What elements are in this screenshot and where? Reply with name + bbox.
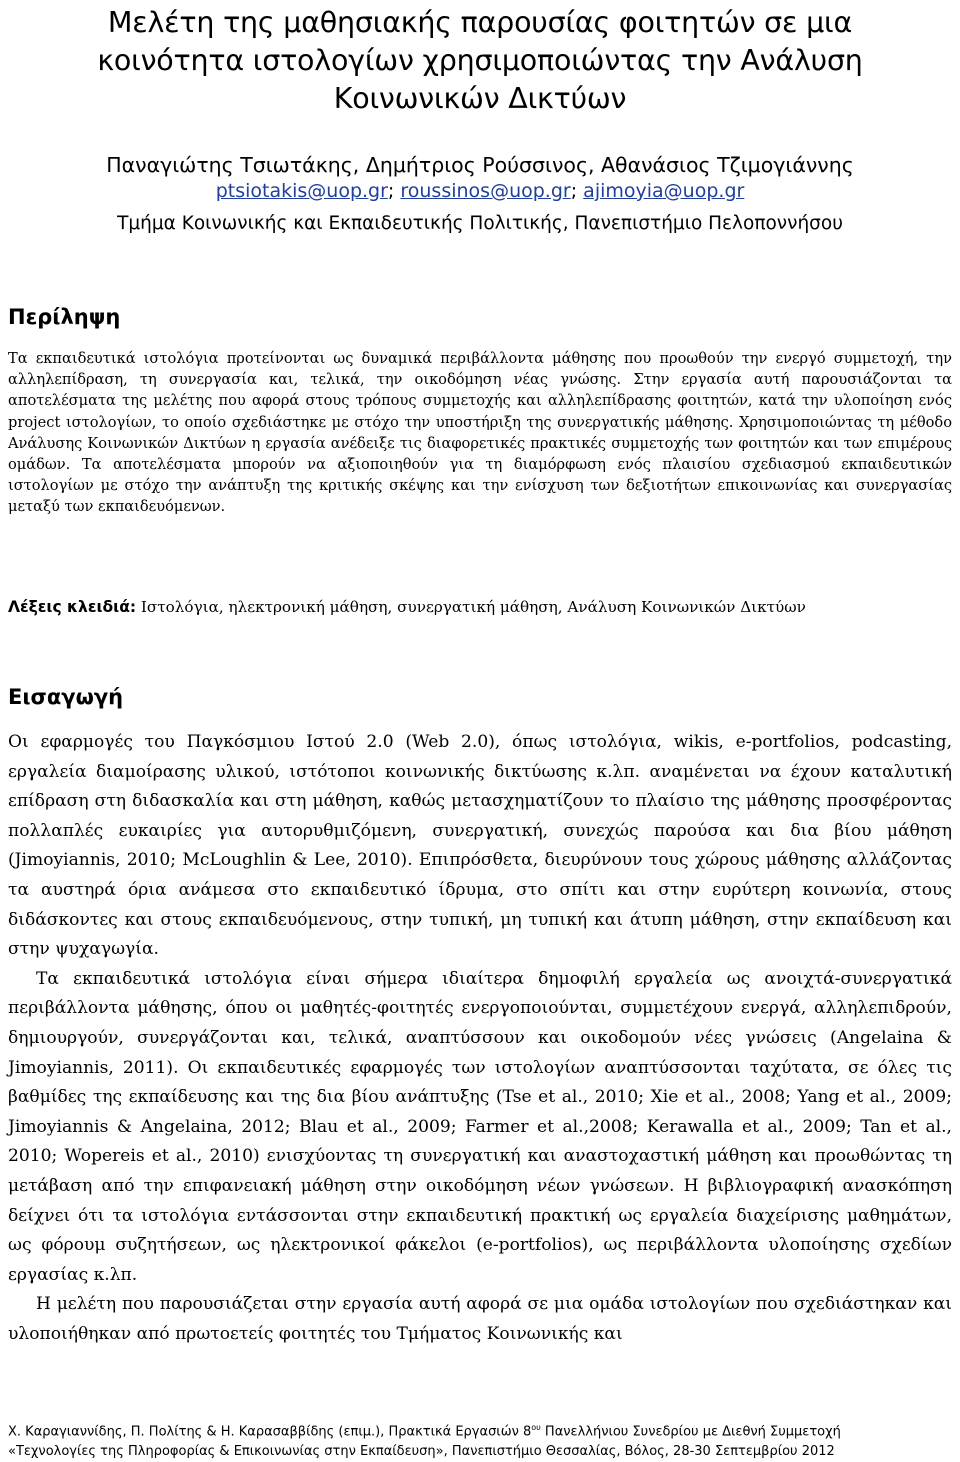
footer-conference: Πανελλήνιου Συνεδρίου με Διεθνή Συμμετοχή <box>540 1424 841 1440</box>
paragraph: Η μελέτη που παρουσιάζεται στην εργασία αυτή αφορά σε μια ομάδα ιστολογίων που σχεδιάστηκαν και υλοποιήθηκαν από πρωτοετείς φοιτητές του Τμήματος Κοινωνικής και <box>8 1294 952 1344</box>
keywords-text: Ιστολόγια, ηλεκτρονική μάθηση, συνεργατική μάθηση, Ανάλυση Κοινωνικών Δικτύων <box>140 598 806 616</box>
footer-line-2: «Τεχνολογίες της Πληροφορίας & Επικοινωνίας στην Εκπαίδευση», Πανεπιστήμιο Θεσσαλίας, Βόλος, 28-30 Σεπτεμβρίου 2012 <box>8 1444 835 1460</box>
keywords-label: Λέξεις κλειδιά: <box>8 598 137 616</box>
email-separator: ; <box>570 180 584 202</box>
abstract-heading: Περίληψη <box>8 305 121 329</box>
introduction-body <box>8 728 952 1349</box>
authors: Παναγιώτης Τσιωτάκης, Δημήτριος Ρούσσινος, Αθανάσιος Τζιμογιάννης <box>106 153 854 177</box>
paragraph: Τα εκπαιδευτικά ιστολόγια είναι σήμερα ιδιαίτερα δημοφιλή εργαλεία ως ανοιχτά-συνεργατικά περιβάλλοντα μάθησης, όπου οι μαθητές-φοιτητές ενεργοποιούνται, συμμετέχουν ενεργά, αλληλεπιδρούν, δημιουργούν, συνεργάζονται και, τελικά, αναπτύσσουν και οικοδομούν νέες γνώσεις (Angelaina & Jimoyiannis, 2011). Οι εκπαιδευτικές εφαρμογές των ιστολογίων αναπτύσσονται ταχύτατα, σε όλες τις βαθμίδες της εκπαίδευσης και της δια βίου ανάπτυξης (Tse et al., 2010; Xie et al., 2008; Yang et al., 2009; Jimoyiannis & Angelaina, 2012; Blau et al., 2009; Farmer et al.,2008; Kerawalla et al., 2009; Tan et al., 2010; Wopereis et al., 2010) ενισχύοντας τη συνεργατική και αναστοχαστική μάθηση και προωθώντας τη μετάβαση από την επιφανειακή μάθηση στην οικοδόμηση νέων γνώσεων. Η βιβλιογραφική ανασκόπηση δείχνει ότι τα ιστολόγια εντάσσονται στην εκπαιδευτική πρακτική ως εργαλεία διαχείρισης μαθημάτων, ως φόρουμ συζητήσεων, ως ηλεκτρονικοί φάκελοι (e-portfolios), ως περιβάλλοντα υλοποίησης σχεδίων εργασίας κ.λπ. <box>8 968 952 1285</box>
email-link-3[interactable]: ajimoyia@uop.gr <box>583 180 745 202</box>
keywords <box>8 595 952 619</box>
footer-superscript: ου <box>531 1423 541 1432</box>
footer-line-1 <box>8 1418 952 1442</box>
paper-title <box>0 4 960 118</box>
title-line-1: Μελέτη της μαθησιακής παρουσίας φοιτητών σε μια <box>107 6 853 39</box>
paragraph: Οι εφαρμογές του Παγκόσμιου Ιστού 2.0 (Web 2.0), όπως ιστολόγια, wikis, e-portfolios, podcasting, εργαλεία διαμοίρασης υλικού, ιστότοποι κοινωνικής δικτύωσης κ.λπ. αναμένεται να έχουν καταλυτική επίδραση στη διδασκαλία και στη μάθηση, καθώς μετασχηματίζουν το πλαίσιο της μάθησης προσφέροντας πολλαπλές ευκαιρίες για αυτορυθμιζόμενη, συνεργατική, συνεχώς παρούσα και δια βίου μάθηση (Jimoyiannis, 2010; McLoughlin & Lee, 2010). Επιπρόσθετα, διευρύνουν τους χώρους μάθησης αλλάζοντας τα αυστηρά όρια ανάμεσα στο εκπαιδευτικό ίδρυμα, στο σπίτι και στην ευρύτερη κοινωνία, στους διδάσκοντες και στους εκπαιδευόμενους, στην τυπική, μη τυπική και άτυπη μάθηση, στην εκπαίδευση και στην ψυχαγωγία. <box>8 732 952 960</box>
affiliation: Τμήμα Κοινωνικής και Εκπαιδευτικής Πολιτικής, Πανεπιστήμιο Πελοποννήσου <box>117 213 843 234</box>
title-line-2: κοινότητα ιστολογίων χρησιμοποιώντας την Ανάλυση <box>97 44 863 77</box>
page-footer <box>8 1418 952 1462</box>
footer-citation: Χ. Καραγιαννίδης, Π. Πολίτης & Η. Καρασαββίδης (επιμ.), Πρακτικά Εργασιών 8 <box>8 1424 532 1440</box>
abstract-text: Τα εκπαιδευτικά ιστολόγια προτείνονται ως δυναμικά περιβάλλοντα μάθησης που προωθούν την ενεργό συμμετοχή, την αλληλεπίδραση, τη συνεργασία και, τελικά, την οικοδόμηση νέας γνώσης. Στην εργασία αυτή παρουσιάζονται τα αποτελέσματα της μελέτης που αφορά στους τρόπους συμμετοχής και αλληλεπίδρασης φοιτητών, κατά την υλοποίηση ενός project ιστολογίων, το οποίο σχεδιάστηκε με στόχο την υποστήριξη της συνεργατικής μάθησης. Χρησιμοποιώντας τη μέθοδο Ανάλυσης Κοινωνικών Δικτύων η εργασία ανέδειξε τις διαφορετικές πρακτικές συμμετοχής των φοιτητών και των επιμέρους ομάδων. Τα αποτελέσματα μπορούν να αξιοποιηθούν για τη διαμόρφωση ενός πλαισίου σχεδιασμού εκπαιδευτικών ιστολογίων με στόχο την ανάπτυξη της κριτικής σκέψης και την ενίσχυση των δεξιοτήτων επικοινωνίας και συνεργασίας μεταξύ των εκπαιδευόμενων. <box>8 350 952 516</box>
introduction-heading: Εισαγωγή <box>8 685 124 709</box>
title-line-3: Κοινωνικών Δικτύων <box>333 82 627 115</box>
email-link-2[interactable]: roussinos@uop.gr <box>400 180 571 202</box>
email-separator: ; <box>387 180 401 202</box>
email-link-1[interactable]: ptsiotakis@uop.gr <box>215 180 388 202</box>
author-emails <box>0 180 960 202</box>
